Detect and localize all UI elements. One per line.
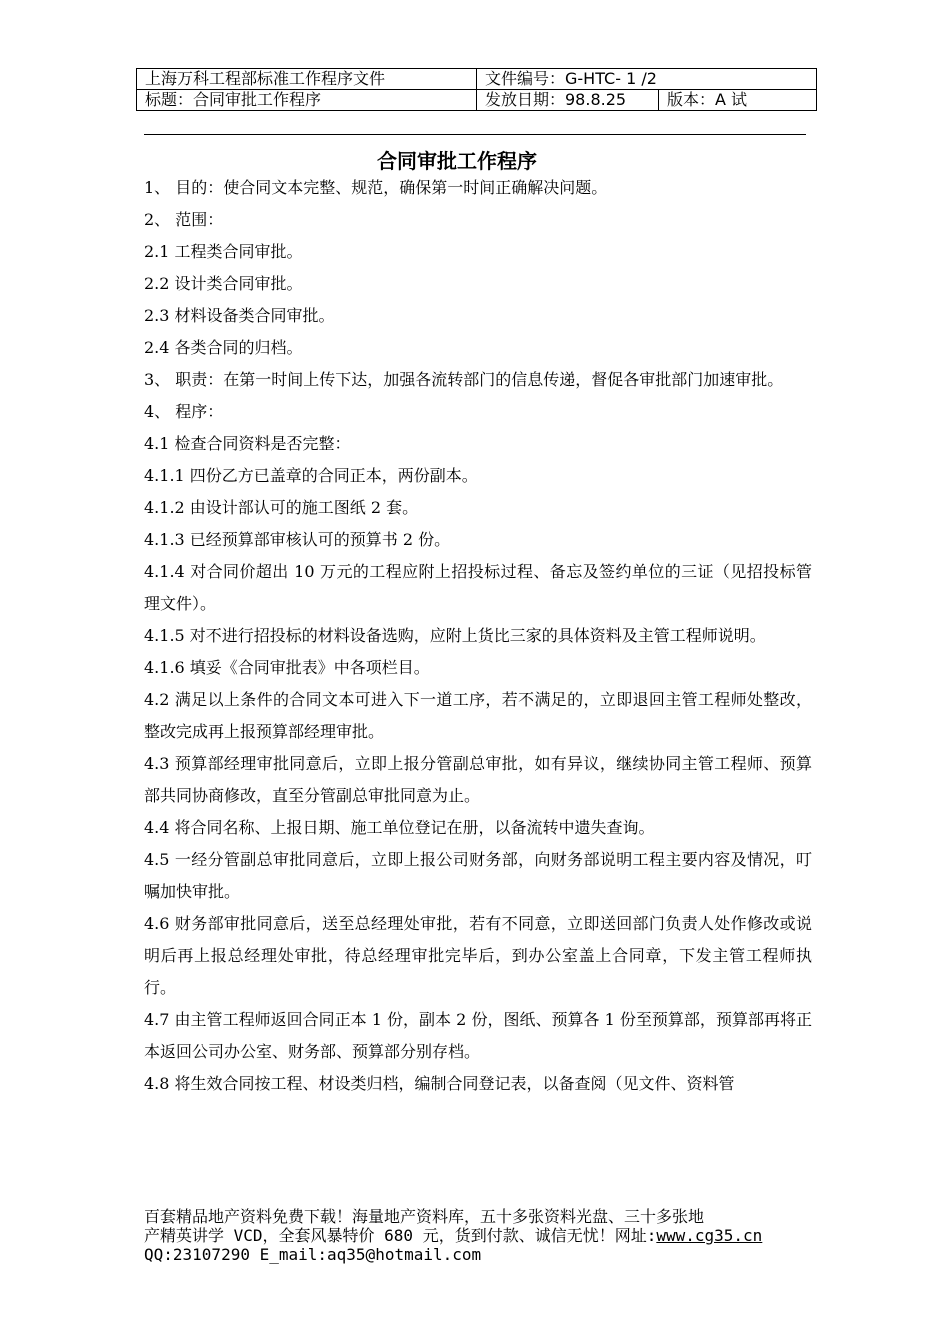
footer-line-1: 百套精品地产资料免费下载！海量地产资料库，五十多张资料光盘、三十多张地 (144, 1207, 705, 1226)
paragraph: 4.1.2 由设计部认可的施工图纸 2 套。 (144, 498, 419, 517)
paragraph: 2.4 各类合同的归档。 (144, 338, 303, 357)
paragraph: 4.1 检查合同资料是否完整： (144, 434, 351, 453)
paragraph: 2.1 工程类合同审批。 (144, 242, 303, 261)
paragraph: 4.5 一经分管副总审批同意后，立即上报公司财务部，向财务部说明工程主要内容及情况，叮嘱加快审批。 (144, 850, 812, 901)
issue-date-cell: 发放日期：98.8.25 (477, 90, 659, 111)
title-cell: 标题：合同审批工作程序 (137, 90, 477, 111)
paragraph: 4.1.6 填妥《合同审批表》中各项栏目。 (144, 658, 430, 677)
header-row-2 (137, 90, 817, 111)
paragraph: 4.6 财务部审批同意后，送至总经理处审批，若有不同意，立即送回部门负责人处作修改或说明后再上报总经理处审批，待总经理审批完毕后，到办公室盖上合同章，下发主管工程师执行。 (144, 914, 812, 997)
paragraph: 4、 程序： (144, 402, 224, 421)
paragraph: 4.1.1 四份乙方已盖章的合同正本，两份副本。 (144, 466, 478, 485)
header-table (136, 68, 817, 111)
document-body (144, 172, 812, 1100)
paragraph: 3、 职责：在第一时间上传下达，加强各流转部门的信息传递，督促各审批部门加速审批。 (144, 370, 784, 389)
paragraph: 4.4 将合同名称、上报日期、施工单位登记在册，以备流转中遗失查询。 (144, 818, 655, 837)
doc-number-cell: 文件编号：G-HTC- 1 /2 (477, 69, 817, 90)
paragraph: 4.2 满足以上条件的合同文本可进入下一道工序，若不满足的，立即退回主管工程师处整改，整改完成再上报预算部经理审批。 (144, 690, 812, 741)
paragraph: 4.8 将生效合同按工程、材设类归档，编制合同登记表，以备查阅（见文件、资料管 (144, 1074, 735, 1093)
company-doc-cell: 上海万科工程部标准工作程序文件 (137, 69, 477, 90)
footer-website-link[interactable]: www.cg35.cn (656, 1226, 763, 1245)
header-divider (144, 134, 806, 135)
paragraph: 4.3 预算部经理审批同意后，立即上报分管副总审批，如有异议，继续协同主管工程师、预算部共同协商修改，直至分管副总审批同意为止。 (144, 754, 812, 805)
footer-line-2 (144, 1226, 812, 1245)
footer-line-2-text: 产精英讲学 VCD，全套风暴特价 680 元，货到付款、诚信无忧！网址: (144, 1226, 657, 1245)
document-title: 合同审批工作程序 (377, 149, 537, 173)
version-cell: 版本：A 试 (659, 90, 817, 111)
paragraph: 2.3 材料设备类合同审批。 (144, 306, 335, 325)
paragraph: 4.1.5 对不进行招投标的材料设备选购，应附上货比三家的具体资料及主管工程师说明。 (144, 626, 766, 645)
footer-line-3: QQ:23107290 E_mail:aq35@hotmail.com (144, 1245, 482, 1264)
paragraph: 2、 范围： (144, 210, 224, 229)
paragraph: 1、 目的：使合同文本完整、规范，确保第一时间正确解决问题。 (144, 178, 608, 197)
paragraph: 4.1.3 已经预算部审核认可的预算书 2 份。 (144, 530, 451, 549)
paragraph: 4.7 由主管工程师返回合同正本 1 份，副本 2 份，图纸、预算各 1 份至预算部，预算部再将正本返回公司办公室、财务部、预算部分别存档。 (144, 1010, 812, 1061)
paragraph: 4.1.4 对合同价超出 10 万元的工程应附上招投标过程、备忘及签约单位的三证（见招投标管理文件）。 (144, 562, 812, 613)
footer-ad (144, 1207, 812, 1264)
header-row-1 (137, 69, 817, 90)
paragraph: 2.2 设计类合同审批。 (144, 274, 303, 293)
